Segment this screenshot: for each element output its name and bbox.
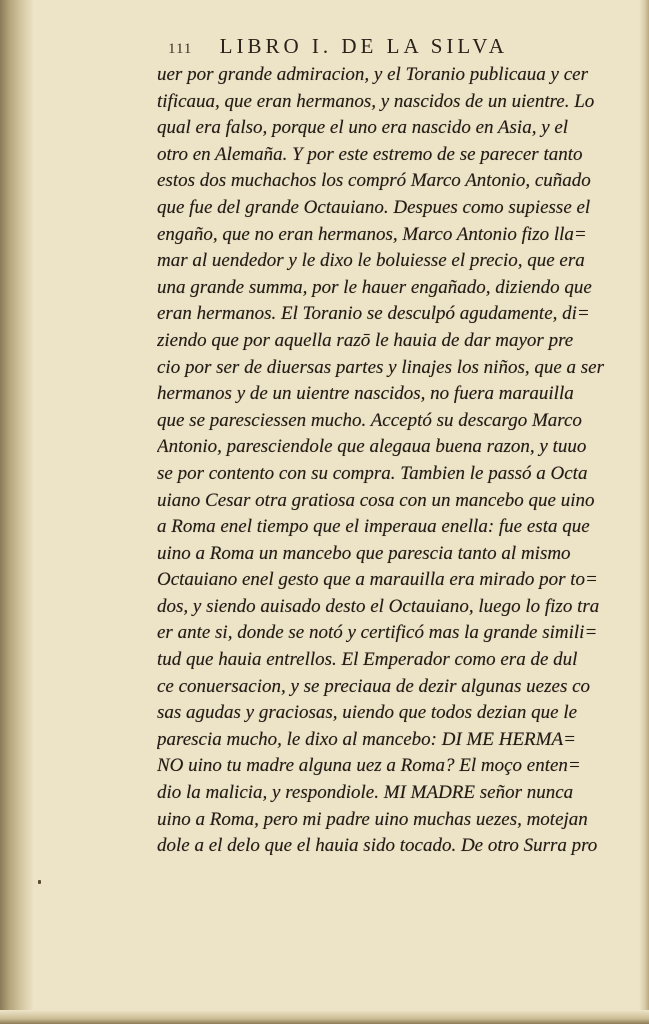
text-line: mar al uendedor y le dixo le boluiesse el precio, que era <box>157 250 585 272</box>
binding-shadow <box>0 0 34 1024</box>
text-line: dos, y siendo auisado desto el Octauiano, luego lo fizo tra <box>157 595 600 617</box>
text-line: parescia mucho, le dixo al mancebo: DI ME HERMA= <box>157 728 576 750</box>
text-line: una grande summa, por le hauer engañado, diziendo que <box>157 276 592 298</box>
text-line: dio la malicia, y respondiole. MI MADRE señor nunca <box>157 782 574 804</box>
text-line: a Roma enel tiempo que el imperaua enella: fue esta que <box>157 516 590 538</box>
text-line: dole a el delo que el hauia sido tocado. De otro Surra pro <box>157 835 598 857</box>
header-title: LIBRO I. DE LA SILVA <box>219 34 508 58</box>
text-line: que se paresciessen mucho. Acceptó su descargo Marco <box>157 409 582 431</box>
page-edge-right <box>639 0 649 1024</box>
folio-number: 111 <box>168 41 193 57</box>
text-line: uer por grande admiracion, y el Toranio publicaua y cer <box>157 64 588 85</box>
text-line: uino a Roma, pero mi padre uino muchas uezes, motejan <box>157 808 588 830</box>
text-line: Antonio, paresciendole que alegaua buena razon, y tuuo <box>157 436 587 458</box>
text-line: eran hermanos. El Toranio se desculpó agudamente, di= <box>157 303 590 325</box>
text-line: engaño, que no eran hermanos, Marco Antonio fizo lla= <box>157 223 587 245</box>
text-line: hermanos y de un uientre nascidos, no fuera marauilla <box>157 383 574 405</box>
ink-speck <box>38 880 41 884</box>
text-line: uiano Cesar otra gratiosa cosa con un mancebo que uino <box>157 489 595 511</box>
text-line: estos dos muchachos los compró Marco Antonio, cuñado <box>157 170 591 192</box>
text-line: que fue del grande Octauiano. Despues como supiesse el <box>157 196 591 218</box>
page-edge-bottom <box>0 1010 649 1024</box>
text-line: cio por ser de diuersas partes y linajes los niños, que a ser <box>157 356 605 378</box>
body-text <box>157 62 617 860</box>
text-line: NO uino tu madre alguna uez a Roma? El moço enten= <box>157 755 581 777</box>
text-line: tud que hauia entrellos. El Emperador como era de dul <box>157 649 578 671</box>
text-line: ziendo que por aquella razō le hauia de dar mayor pre <box>157 329 574 351</box>
text-line: tificaua, que eran hermanos, y nascidos de un uientre. Lo <box>157 90 595 112</box>
text-line: er ante si, donde se notó y certificó mas la grande simili= <box>157 622 598 644</box>
text-line: qual era falso, porque el uno era nascido en Asia, y el <box>157 117 569 139</box>
text-line: se por contento con su compra. Tambien le passó a Octa <box>157 462 588 484</box>
text-line: uino a Roma un mancebo que parescia tanto al mismo <box>157 542 571 564</box>
running-header <box>168 34 588 62</box>
text-line: otro en Alemaña. Y por este estremo de se parecer tanto <box>157 143 583 165</box>
text-line: sas agudas y graciosas, uiendo que todos dezian que le <box>157 702 578 724</box>
text-line: ce conuersacion, y se preciaua de dezir algunas uezes co <box>157 675 591 697</box>
text-line: Octauiano enel gesto que a marauilla era mirado por to= <box>157 569 598 591</box>
